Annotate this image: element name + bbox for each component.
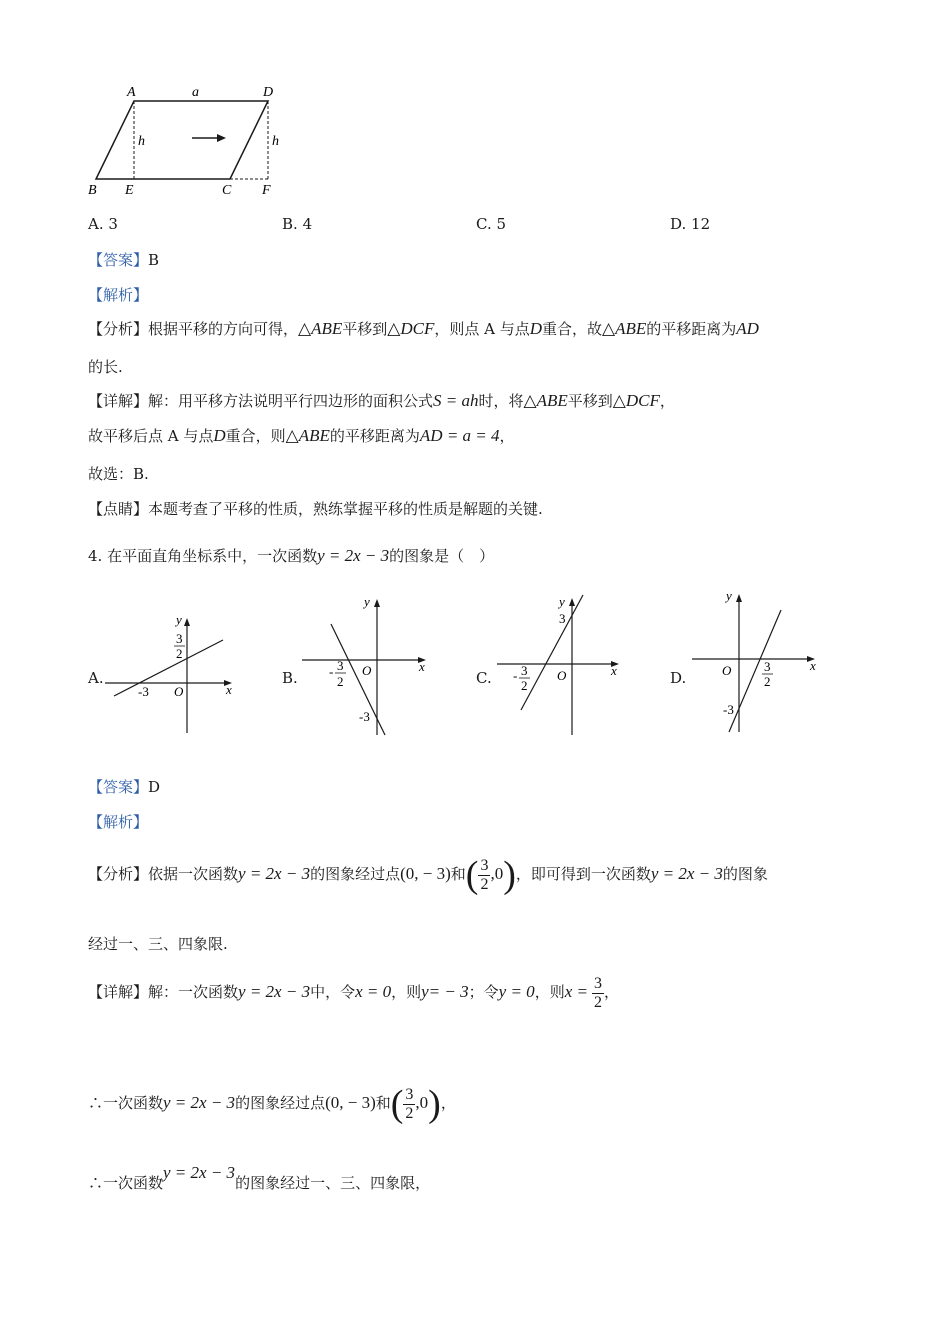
y-axis-arrow <box>184 618 190 626</box>
y-intercept-den: 2 <box>176 646 183 661</box>
x-label: x <box>810 658 816 673</box>
function-line <box>729 610 781 732</box>
label-C: C <box>222 183 232 198</box>
x-intercept-num: 3 <box>764 659 771 674</box>
answer-tag: 【答案】 <box>88 251 149 269</box>
y-axis-arrow <box>569 598 575 606</box>
q3-fenxi-line2: 的长. <box>88 358 123 376</box>
label-h-left: h <box>138 134 145 149</box>
option-d: D. 12 <box>670 215 711 233</box>
graph-option-d-letter: D. <box>670 669 687 687</box>
q4-therefore-2: ∴一次函数y = 2x − 3的图象经过一、三、四象限， <box>88 1163 431 1192</box>
option-a: A. 3 <box>88 215 118 233</box>
option-c: C. 5 <box>476 215 507 233</box>
label-h-right: h <box>272 134 279 149</box>
q4-therefore-1: ∴一次函数y = 2x − 3的图象经过点(0, − 3)和( $\frac{3}{2}$ ,0)， <box>88 1083 456 1125</box>
origin-label: O <box>174 684 184 699</box>
function-line <box>114 640 223 696</box>
q4-answer: 【答案】D <box>88 778 161 796</box>
parallelogram-figure <box>80 80 310 200</box>
graph-option-b-letter: B. <box>282 669 298 687</box>
q3-answer: 【答案】B <box>88 251 160 269</box>
y-intercept-label: -3 <box>359 709 370 724</box>
parallelogram-shape <box>96 101 268 179</box>
arrow-head <box>217 134 226 142</box>
y-axis-arrow <box>736 594 742 602</box>
q3-guxuan: 故选：B. <box>88 465 149 483</box>
answer-tag: 【答案】 <box>88 778 149 796</box>
q4-fenxi: 【分析】依据一次函数y = 2x − 3的图象经过点(0, − 3)和( $\frac{3}{2}$ ,0)，即可得到一次函数y = 2x − 3的图象 <box>88 854 768 896</box>
x-intercept-den: 2 <box>337 674 344 689</box>
y-intercept-num: 3 <box>176 631 183 646</box>
origin-label: O <box>722 663 732 678</box>
x-intercept-den: 2 <box>764 674 771 689</box>
x-label: x <box>611 663 617 678</box>
label-a: a <box>192 85 199 100</box>
x-intercept-num: 3 <box>521 663 528 678</box>
q4-stem: 4. 在平面直角坐标系中，一次函数y = 2x − 3的图象是（ ） <box>88 546 495 565</box>
q3-dianjing: 【点睛】本题考查了平移的性质，熟练掌握平移的性质是解题的关键. <box>88 500 543 518</box>
x-label: x <box>419 659 425 674</box>
x-intercept-sign: - <box>329 664 334 679</box>
q4-analysis-tag: 【解析】 <box>88 813 149 831</box>
q4-xiangjie: 【详解】解：一次函数y = 2x − 3中，令x = 0，则y= − 3；令y = 0，则x = $\frac{3}{2}$ ， <box>88 974 619 1011</box>
x-intercept-num: 3 <box>337 658 344 673</box>
graph-option-c <box>490 590 630 740</box>
y-label: y <box>559 594 565 609</box>
q4-fenxi-line2: 经过一、三、四象限. <box>88 935 228 953</box>
graph-option-c-letter: C. <box>476 669 492 687</box>
label-A: A <box>127 85 136 100</box>
function-line <box>521 595 583 710</box>
graph-option-a-letter: A. <box>88 669 104 687</box>
y-intercept-label: -3 <box>723 702 734 717</box>
x-intercept-label: -3 <box>138 684 149 699</box>
q3-analysis-tag: 【解析】 <box>88 286 149 304</box>
y-label: y <box>364 594 370 609</box>
x-intercept-sign: - <box>513 668 518 683</box>
x-label: x <box>226 682 232 697</box>
option-b: B. 4 <box>282 215 313 233</box>
graph-option-a <box>100 605 250 740</box>
origin-label: O <box>362 663 372 678</box>
q3-fenxi: 【分析】根据平移的方向可得，△ABE平移到△DCF，则点 A 与点D重合，故△ABE的平移距离为AD <box>88 319 759 338</box>
y-axis-arrow <box>374 599 380 607</box>
graph-option-d <box>685 585 830 740</box>
label-E: E <box>125 183 134 198</box>
graph-option-b <box>295 590 440 740</box>
y-label: y <box>176 612 182 627</box>
q3-xiangjie: 【详解】解：用平移方法说明平行四边形的面积公式S = ah时，将△ABE平移到△DCF， <box>88 391 675 410</box>
y-intercept-label: 3 <box>559 611 566 626</box>
x-intercept-den: 2 <box>521 678 528 693</box>
origin-label: O <box>557 668 567 683</box>
label-D: D <box>263 85 274 100</box>
label-F: F <box>262 183 271 198</box>
y-label: y <box>726 588 732 603</box>
q3-xiangjie-line2: 故平移后点 A 与点D重合，则△ABE的平移距离为AD = a = 4， <box>88 426 515 445</box>
label-B: B <box>88 183 97 198</box>
